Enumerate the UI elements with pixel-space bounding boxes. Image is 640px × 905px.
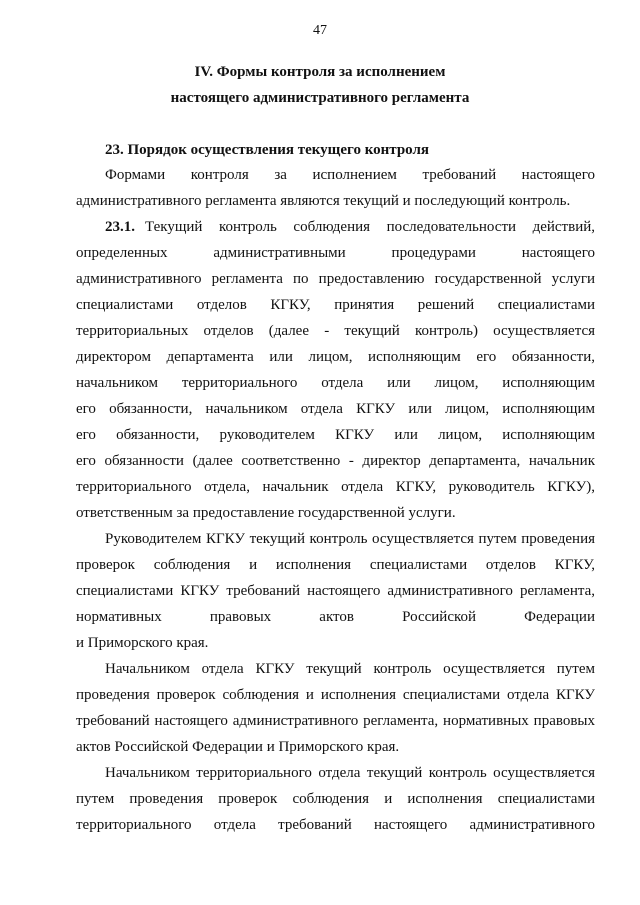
paragraph-line: проверок соблюдения и исполнения специалистами отделов КГКУ, xyxy=(76,557,595,573)
section-title-line-1: IV. Формы контроля за исполнением xyxy=(194,64,446,80)
paragraph-line: Начальником территориального отдела текущий контроль осуществляется xyxy=(105,765,595,781)
paragraph-line: Начальником отдела КГКУ текущий контроль осуществляется путем xyxy=(105,661,595,677)
paragraph-line: актов Российской Федерации и Приморского края. xyxy=(76,739,400,755)
paragraph-line: ответственным за предоставление государственной услуги. xyxy=(76,505,456,521)
paragraph-line: нормативных правовых актов Российской Федерации xyxy=(76,609,595,625)
page-number: 47 xyxy=(313,23,327,38)
paragraph-line: административного регламента по предоставлению государственной услуги xyxy=(76,271,595,287)
paragraph-line: территориального отдела требований настоящего административного xyxy=(76,817,595,833)
item-number: 23.1. xyxy=(105,219,135,235)
paragraph-line: путем проведения проверок соблюдения и исполнения специалистами xyxy=(76,791,595,807)
section-title-line-2: настоящего административного регламента xyxy=(170,90,470,106)
subsection-title: 23. Порядок осуществления текущего контроля xyxy=(105,142,430,158)
paragraph-line: директором департамента или лицом, исполняющим его обязанности, xyxy=(76,349,595,365)
paragraph-line: его обязанности (далее соответственно - директор департамента, начальник xyxy=(76,453,595,469)
paragraph-line: его обязанности, начальником отдела КГКУ или лицом, исполняющим xyxy=(76,401,595,417)
item-23-1-first-line xyxy=(105,218,595,236)
paragraph-line: Формами контроля за исполнением требований настоящего xyxy=(105,167,595,183)
paragraph-line: требований настоящего административного регламента, нормативных правовых xyxy=(76,713,595,729)
paragraph-line: проведения проверок соблюдения и исполнения специалистами отдела КГКУ xyxy=(76,687,595,703)
paragraph-line: и Приморского края. xyxy=(76,635,209,651)
paragraph-line: территориальных отделов (далее - текущий контроль) осуществляется xyxy=(76,323,595,339)
paragraph-line: определенных административными процедурами настоящего xyxy=(76,245,595,261)
paragraph-line: территориального отдела, начальник отдела КГКУ, руководитель КГКУ), xyxy=(76,479,595,495)
paragraph-line: Руководителем КГКУ текущий контроль осуществляется путем проведения xyxy=(105,531,595,547)
paragraph-line: начальником территориального отдела или лицом, исполняющим xyxy=(76,375,595,391)
paragraph-line: специалистами отделов КГКУ, принятия решений специалистами xyxy=(76,297,595,313)
paragraph-line: его обязанности, руководителем КГКУ или лицом, исполняющим xyxy=(76,427,595,443)
paragraph-line: административного регламента являются текущий и последующий контроль. xyxy=(76,193,571,209)
paragraph-line: Текущий контроль соблюдения последовательности действий, xyxy=(145,219,595,235)
paragraph-line: специалистами КГКУ требований настоящего административного регламента, xyxy=(76,583,595,599)
